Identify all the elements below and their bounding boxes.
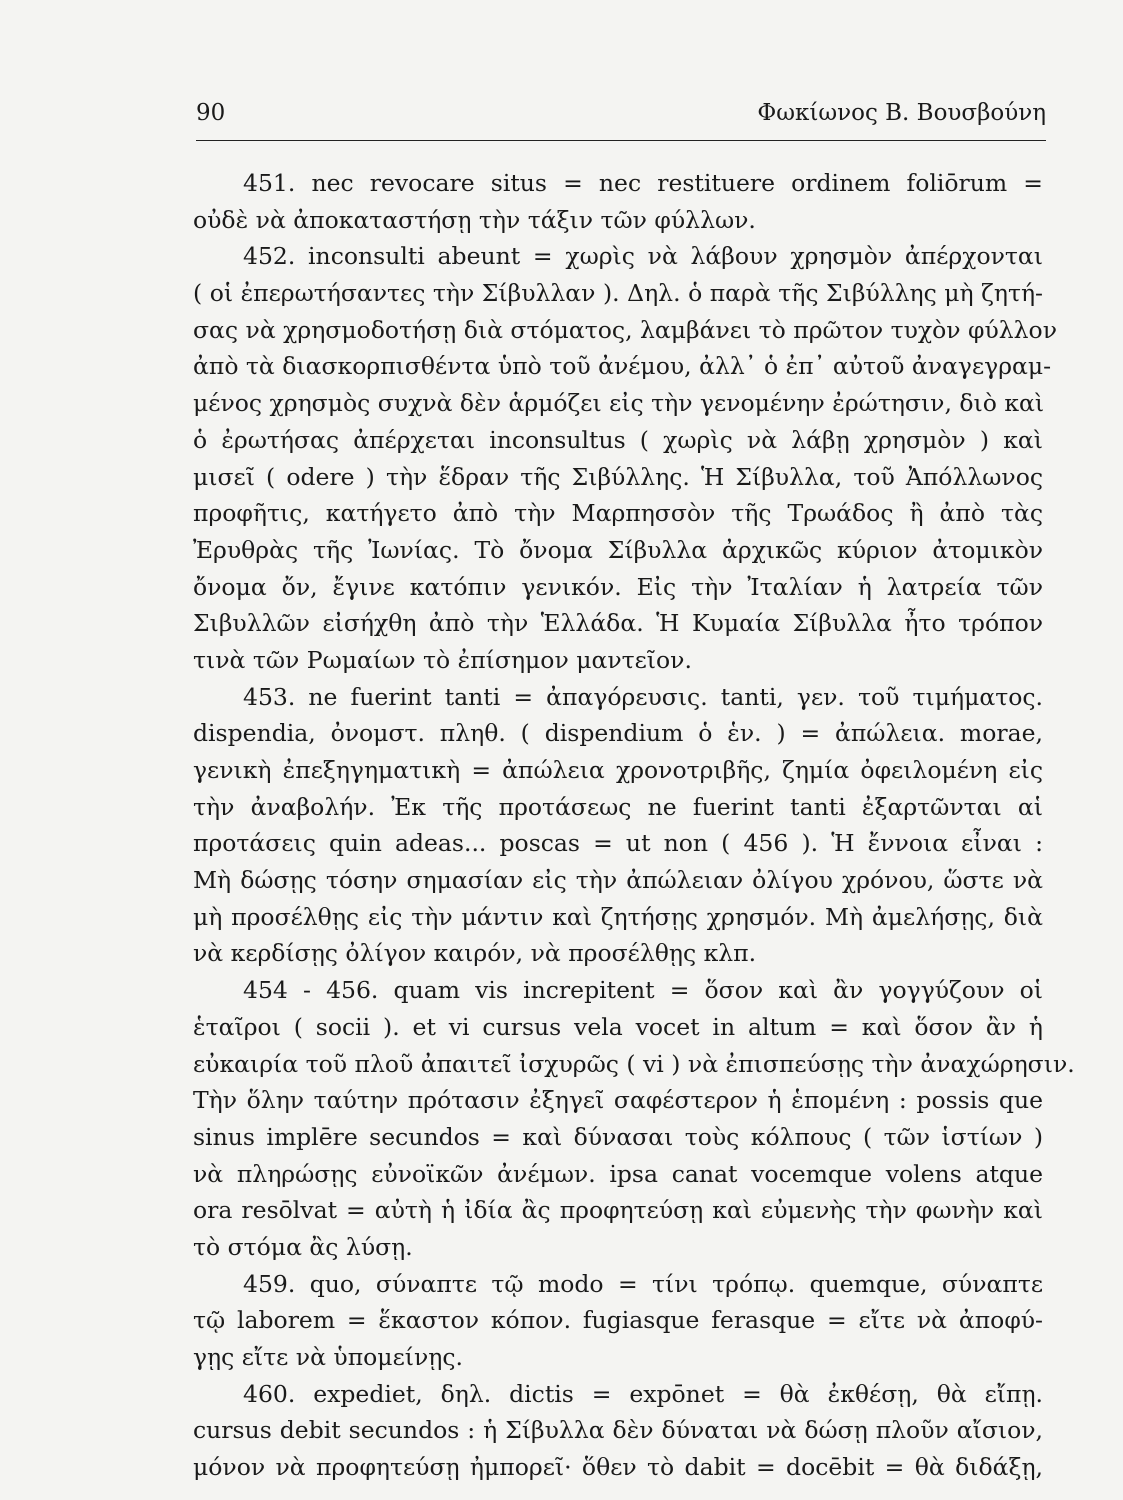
text-line: Μὴ δώσῃς τόσην σημασίαν εἰς τὴν ἀπώλειαν ὀλίγου χρόνου, ὥστε νὰ [193, 866, 1043, 895]
text-line: γενικὴ ἐπεξηγηματικὴ = ἀπώλεια χρονοτριβῆς, ζημία ὀφειλομένη εἰς [193, 756, 1043, 784]
text-line: 460. expediet, δηλ. dictis = expōnet = θὰ ἐκθέσῃ, θὰ εἴπῃ. [243, 1379, 1043, 1408]
text-line: τῷ laborem = ἕκαστον κόπον. fugiasque ferasque = εἴτε νὰ ἀποφύ- [193, 1306, 1043, 1335]
text-line: προφῆτις, κατήγετο ἀπὸ τὴν Μαρπησσὸν τῆς Τρωάδος ἢ ἀπὸ τὰς [193, 499, 1043, 528]
text-line: cursus debit secundos : ἡ Σίβυλλα δὲν δύναται νὰ δώσῃ πλοῦν αἴσιον, [193, 1416, 1043, 1445]
text-line: Τὴν ὅλην ταύτην πρότασιν ἐξηγεῖ σαφέστερον ἡ ἑπομένη : possis que [193, 1086, 1043, 1115]
text-line: εὐκαιρία τοῦ πλοῦ ἀπαιτεῖ ἰσχυρῶς ( vi ) νὰ ἐπισπεύσῃς τὴν ἀναχώρησιν. [193, 1049, 1075, 1078]
text-line: οὐδὲ νὰ ἀποκαταστήσῃ τὴν τάξιν τῶν φύλλων. [193, 205, 756, 234]
text-line: μόνον νὰ προφητεύσῃ ἠμπορεῖ· ὅθεν τὸ dabit = docēbit = θὰ διδάξῃ, [193, 1453, 1043, 1482]
text-line: ἑταῖροι ( socii ). et vi cursus vela vocet in altum = καὶ ὅσον ἂν ἡ [193, 1012, 1043, 1041]
text-line: ὁ ἐρωτήσας ἀπέρχεται inconsultus ( χωρὶς νὰ λάβῃ χρησμὸν ) καὶ [193, 425, 1043, 454]
body-text [193, 165, 1075, 1486]
text-line: 453. ne fuerint tanti = ἀπαγόρευσις. tanti, γεν. τοῦ τιμήματος. [243, 682, 1043, 711]
text-line: ora resōlvat = αὐτὴ ἡ ἰδία ἂς προφητεύσῃ καὶ εὐμενὴς τὴν φωνὴν καὶ [193, 1196, 1043, 1225]
text-line: τινὰ τῶν Ρωμαίων τὸ ἐπίσημον μαντεῖον. [193, 645, 692, 674]
running-head: Φωκίωνος Β. Βουσβούνη [757, 100, 1046, 126]
text-line: ἀπὸ τὰ διασκορπισθέντα ὑπὸ τοῦ ἀνέμου, ἀλλ᾽ ὁ ἐπ᾽ αὐτοῦ ἀναγεγραμ- [193, 352, 1052, 381]
text-line: σας νὰ χρησμοδοτήσῃ διὰ στόματος, λαμβάνει τὸ πρῶτον τυχὸν φύλλον [193, 315, 1057, 344]
text-line: μισεῖ ( odere ) τὴν ἕδραν τῆς Σιβύλλης. Ἡ Σίβυλλα, τοῦ Ἀπόλλωνος [193, 462, 1043, 491]
text-line: τὸ στόμα ἂς λύσῃ. [193, 1232, 413, 1261]
text-line: ὄνομα ὄν, ἔγινε κατόπιν γενικόν. Εἰς τὴν Ἰταλίαν ἡ λατρεία τῶν [193, 572, 1043, 601]
page-header [196, 100, 1046, 140]
header-rule [196, 140, 1046, 141]
text-line: Ἐρυθρὰς τῆς Ἰωνίας. Τὸ ὄνομα Σίβυλλα ἀρχικῶς κύριον ἀτομικὸν [193, 535, 1043, 564]
text-line: νὰ κερδίσῃς ὀλίγον καιρόν, νὰ προσέλθῃς κλπ. [193, 939, 757, 968]
text-line: 451. nec revocare situs = nec restituere ordinem foliōrum = [243, 169, 1043, 197]
text-line: sinus implēre secundos = καὶ δύνασαι τοὺς κόλπους ( τῶν ἱστίων ) [193, 1122, 1043, 1151]
text-line: νὰ πληρώσῃς εὐνοϊκῶν ἀνέμων. ipsa canat vocemque volens atque [193, 1159, 1043, 1188]
text-line: Σιβυλλῶν εἰσήχθη ἀπὸ τὴν Ἑλλάδα. Ἡ Κυμαία Σίβυλλα ἦτο τρόπον [193, 609, 1043, 638]
text-line: 459. quo, σύναπτε τῷ modo = τίνι τρόπῳ. quemque, σύναπτε [243, 1269, 1043, 1298]
text-line: προτάσεις quin adeas... poscas = ut non ( 456 ). Ἡ ἔννοια εἶναι : [193, 829, 1043, 858]
text-line: μὴ προσέλθῃς εἰς τὴν μάντιν καὶ ζητήσῃς χρησμόν. Μὴ ἀμελήσῃς, διὰ [193, 902, 1043, 931]
text-line: 452. inconsulti abeunt = χωρὶς νὰ λάβουν χρησμὸν ἀπέρχονται [243, 242, 1043, 271]
text-line: 454 - 456. quam vis increpitent = ὅσον καὶ ἂν γογγύζουν οἱ [243, 976, 1043, 1005]
text-line: μένος χρησμὸς συχνὰ δὲν ἁρμόζει εἰς τὴν γενομένην ἐρώτησιν, διὸ καὶ [193, 389, 1045, 418]
page-number: 90 [196, 100, 226, 126]
text-line: γῃς εἴτε νὰ ὑπομείνῃς. [193, 1343, 463, 1371]
text-line: τὴν ἀναβολήν. Ἐκ τῆς προτάσεως ne fuerint tanti ἐξαρτῶνται αἱ [193, 792, 1043, 821]
text-line: ( οἱ ἐπερωτήσαντες τὴν Σίβυλλαν ). Δηλ. ὁ παρὰ τῆς Σιβύλλης μὴ ζητή- [193, 279, 1043, 308]
text-line: dispendia, ὀνομστ. πληθ. ( dispendium ὁ ἑν. ) = ἀπώλεια. morae, [193, 719, 1043, 748]
